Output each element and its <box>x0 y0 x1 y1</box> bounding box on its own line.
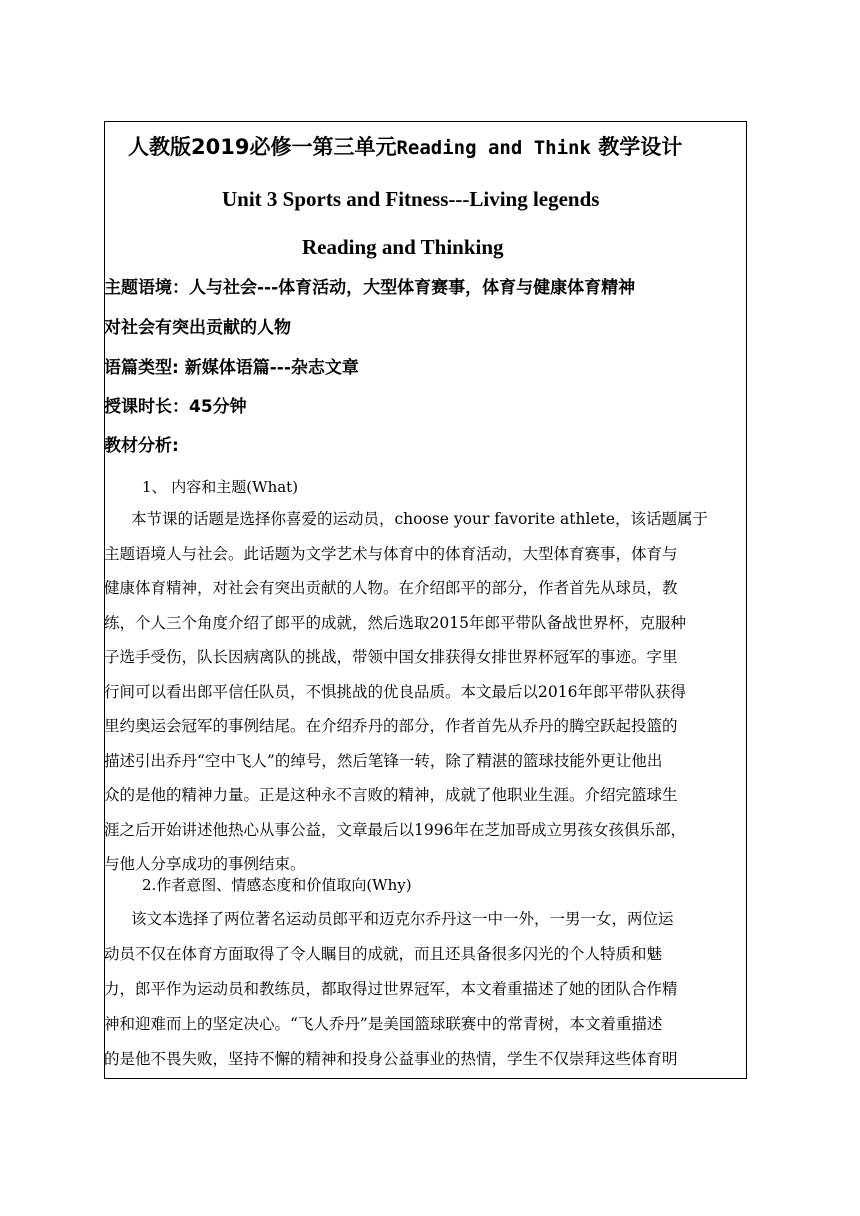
section-why-heading: 2.作者意图、情感态度和价值取向(Why) <box>142 876 412 894</box>
paragraph-line: 主题语境人与社会。此话题为文学艺术与体育中的体育活动，大型体育赛事，体育与 <box>104 544 678 563</box>
paragraph-line: 力，郎平作为运动员和教练员，都取得过世界冠军，本文着重描述了她的团队合作精 <box>104 980 678 998</box>
theme-context-line-2: 对社会有突出贡献的人物 <box>104 318 291 338</box>
section-subtitle: Reading and Thinking <box>302 235 504 259</box>
paragraph-line: 该文本选择了两位著名运动员郎平和迈克尔乔丹这一中一外，一男一女，两位运 <box>131 910 674 928</box>
paragraph-line: 的是他不畏失败，坚持不懈的精神和投身公益事业的热情，学生不仅崇拜这些体育明 <box>104 1050 678 1068</box>
analysis-heading: 教材分析: <box>104 436 179 456</box>
class-duration: 授课时长：45分钟 <box>104 397 247 417</box>
paragraph-line: 里约奥运会冠军的事例结尾。在介绍乔丹的部分，作者首先从乔丹的腾空跃起投篮的 <box>104 717 678 735</box>
paragraph-line: 涯之后开始讲述他热心从事公益，文章最后以1996年在芝加哥成立男孩女孩俱乐部， <box>104 820 686 839</box>
paragraph-line: 练，个人三个角度介绍了郎平的成就，然后选取2015年郎平带队备战世界杯，克服种 <box>104 613 686 632</box>
paragraph-line: 与他人分享成功的事例结束。 <box>104 855 306 873</box>
unit-subtitle: Unit 3 Sports and Fitness---Living legends <box>222 187 600 211</box>
paragraph-line: 众的是他的精神力量。正是这种永不言败的精神，成就了他职业生涯。介绍完篮球生 <box>104 786 678 804</box>
paragraph-line: 神和迎难而上的坚定决心。“飞人乔丹”是美国篮球联赛中的常青树，本文着重描述 <box>104 1015 663 1033</box>
section-what-heading: 1、 内容和主题(What) <box>142 478 299 496</box>
paragraph-line: 健康体育精神，对社会有突出贡献的人物。在介绍郎平的部分，作者首先从球员，教 <box>104 579 678 597</box>
document-title <box>128 133 728 162</box>
title-cn-prefix: 人教版2019必修一第三单元 <box>128 135 397 159</box>
paragraph-line: 子选手受伤，队长因病离队的挑战，带领中国女排获得女排世界杯冠军的事迹。字里 <box>104 648 678 666</box>
paragraph-line: 动员不仅在体育方面取得了令人瞩目的成就，而且还具备很多闪光的个人特质和魅 <box>104 945 663 963</box>
theme-context-line-1: 主题语境：人与社会---体育活动，大型体育赛事，体育与健康体育精神 <box>104 278 636 298</box>
paragraph-line: 行间可以看出郎平信任队员，不惧挑战的优良品质。本文最后以2016年郎平带队获得 <box>104 682 686 701</box>
paragraph-line: 本节课的话题是选择你喜爱的运动员，choose your favorite athlete，该话题属于 <box>131 510 709 528</box>
title-en: Reading and Think <box>396 137 591 159</box>
paragraph-line: 描述引出乔丹“空中飞人”的绰号，然后笔锋一转，除了精湛的篮球技能外更让他出 <box>104 751 663 770</box>
title-cn-suffix: 教学设计 <box>590 135 683 159</box>
text-type: 语篇类型: 新媒体语篇---杂志文章 <box>104 358 359 378</box>
